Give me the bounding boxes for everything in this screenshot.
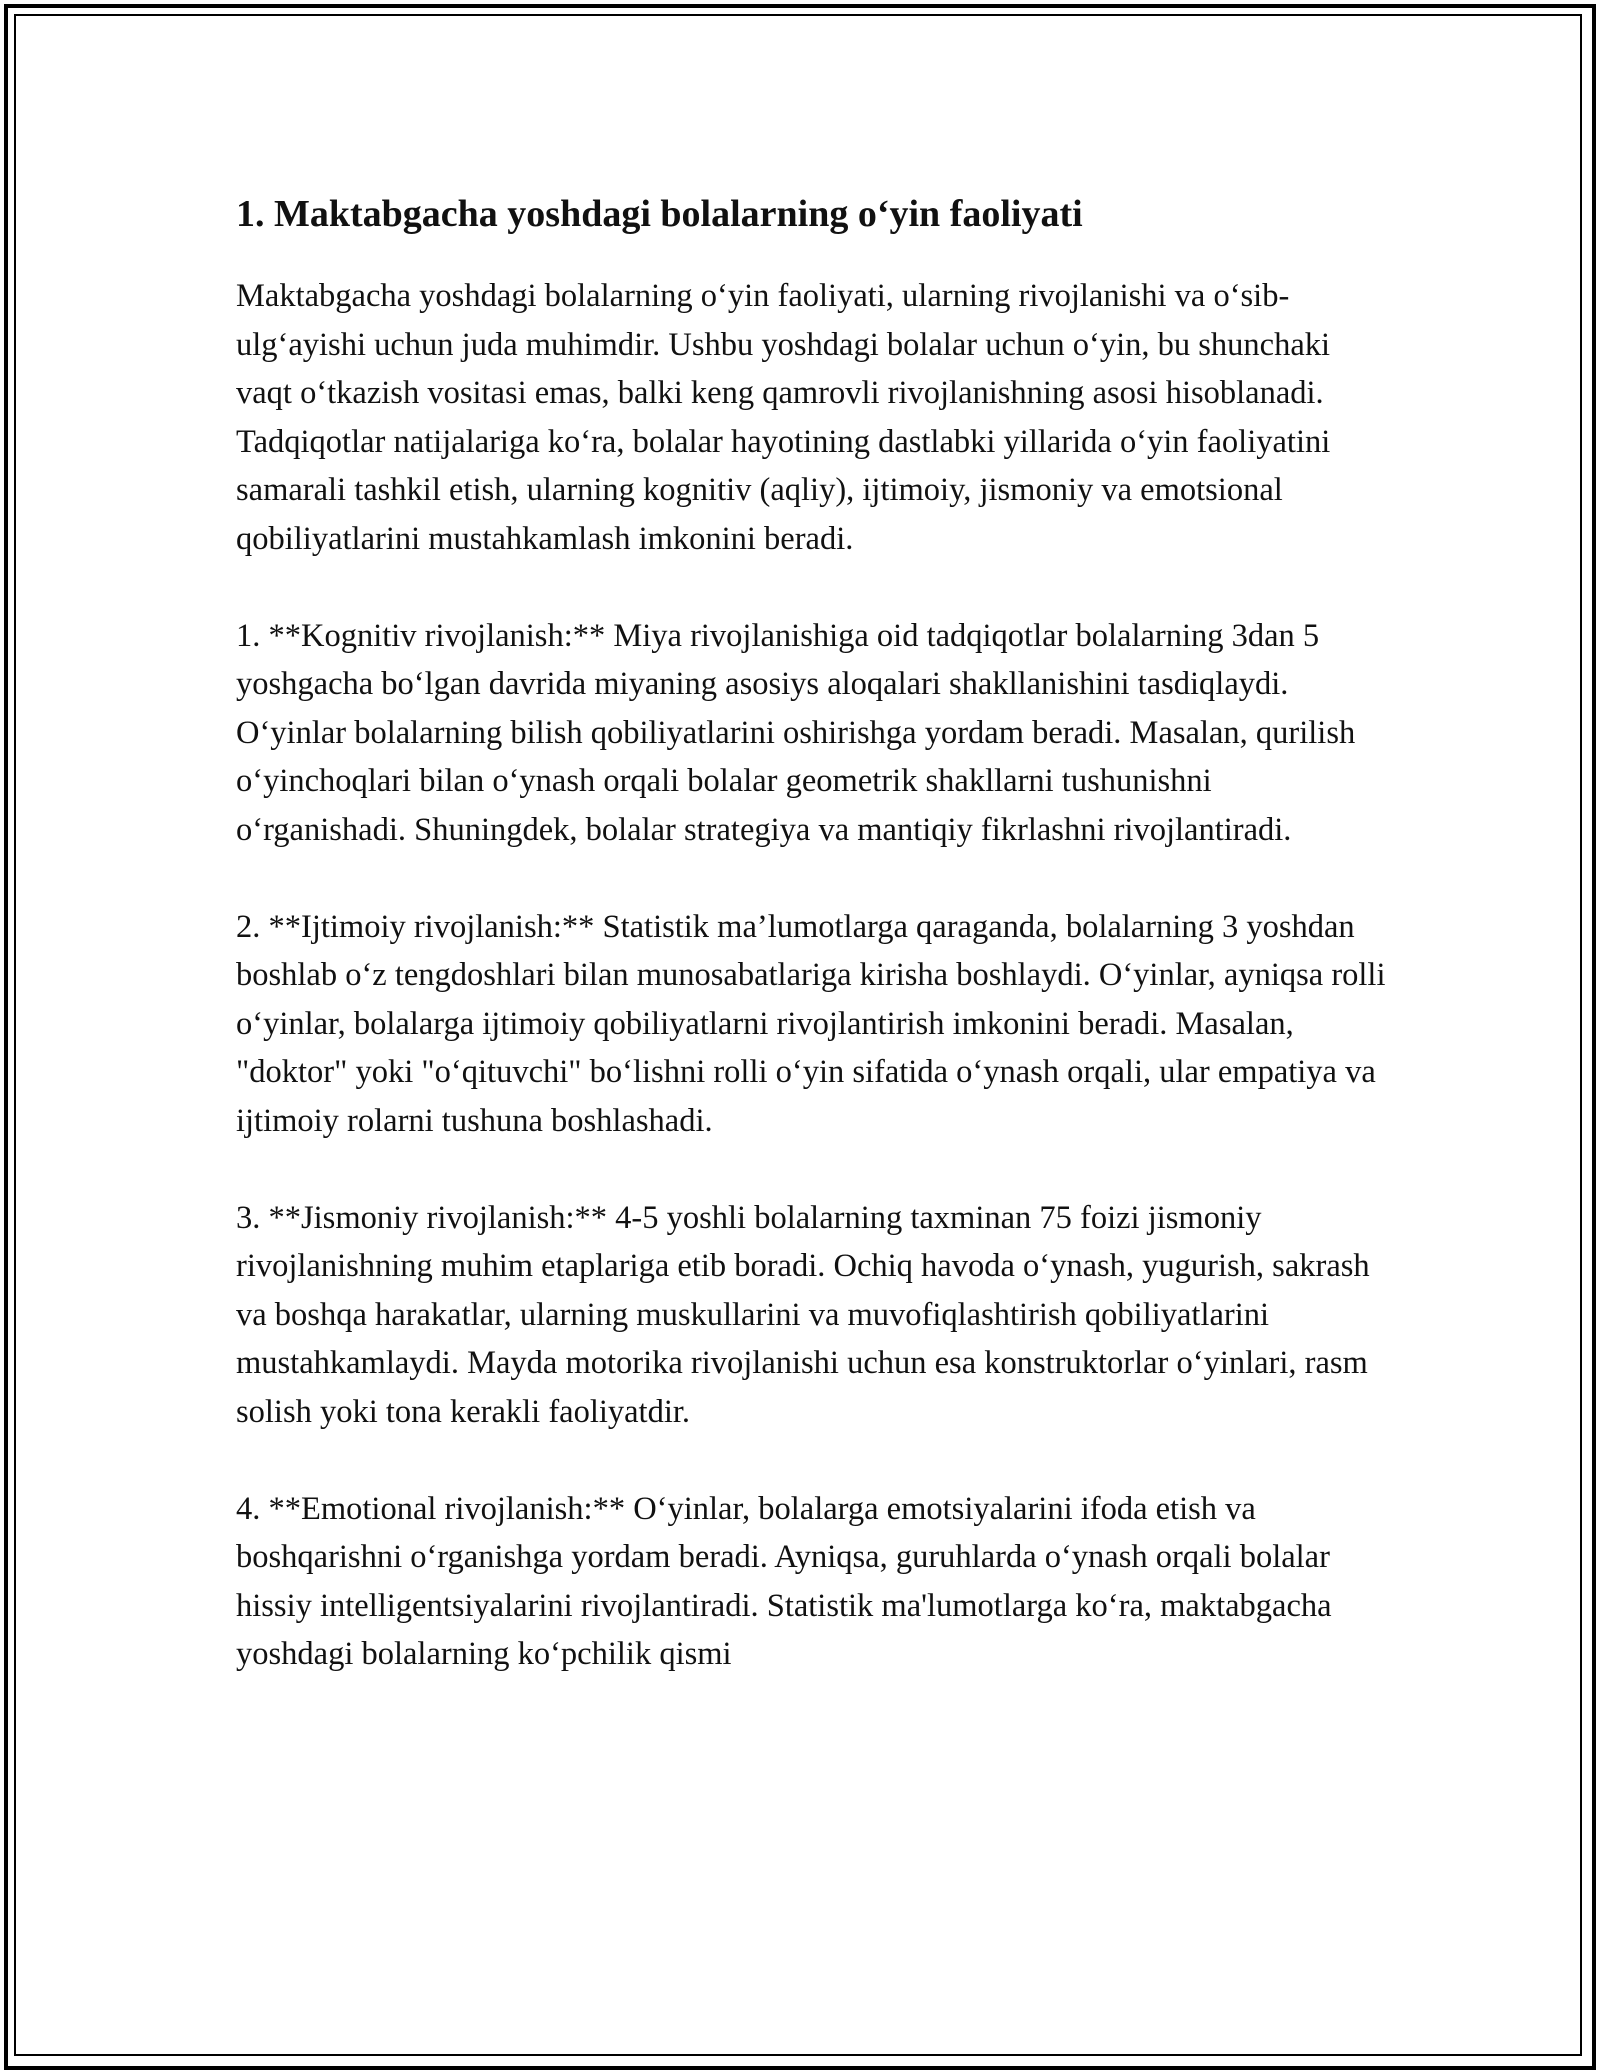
intro-paragraph: Maktabgacha yoshdagi bolalarning o‘yin faoliyati, ularning rivojlanishi va o‘sib-ulg‘ayishi uchun juda muhimdir. Ushbu yoshdagi bolalar uchun o‘yin, bu shunchaki vaqt o‘tkazish vositasi emas, balki keng qamrovli rivojlanishning asosi hisoblanadi. Tadqiqotlar natijalariga ko‘ra, bolalar hayotining dastlabki yillarida o‘yin faoliyatini samarali tashkil etish, ularning kognitiv (aqliy), ijtimoiy, jismoniy va emotsional qobiliyatlarini mustahkamlash imkonini beradi. [236, 278, 1331, 557]
social-development-paragraph: 2. **Ijtimoiy rivojlanish:** Statistik ma’lumotlarga qaraganda, bolalarning 3 yoshdan boshlab o‘z tengdoshlari bilan munosabatlariga kirisha boshlaydi. O‘yinlar, ayniqsa rolli o‘yinlar, bolalarga ijtimoiy qobiliyatlarni rivojlantirish imkonini beradi. Masalan, "doktor" yoki "o‘qituvchi" bo‘lishni rolli o‘yin sifatida o‘ynash orqali, ular empatiya va ijtimoiy rolarni tushuna boshlashadi. [236, 908, 1386, 1139]
physical-development-paragraph: 3. **Jismoniy rivojlanish:** 4-5 yoshli bolalarning taxminan 75 foizi jismoniy rivojlanishning muhim etaplariga etib boradi. Ochiq havoda o‘ynash, yugurish, sakrash va boshqa harakatlar, ularning muskullarini va muvofiqlashtirish qobiliyatlarini mustahkamlaydi. Mayda motorika rivojlanishi uchun esa konstruktorlar o‘yinlari, rasm solish yoki tona kerakli faoliyatdir. [236, 1199, 1370, 1430]
document-body [236, 184, 1386, 1727]
cognitive-development-paragraph: 1. **Kognitiv rivojlanish:** Miya rivojlanishiga oid tadqiqotlar bolalarning 3dan 5 yoshgacha bo‘lgan davrida miyaning asosiys aloqalari shakllanishini tasdiqlaydi. O‘yinlar bolalarning bilish qobiliyatlarini oshirishga yordam beradi. Masalan, qurilish o‘yinchoqlari bilan o‘ynash orqali bolalar geometrik shakllarni tushunishni o‘rganishadi. Shuningdek, bolalar strategiya va mantiqiy fikrlashni rivojlantiradi. [236, 617, 1356, 848]
section-heading: 1. Maktabgacha yoshdagi bolalarning o‘yin faoliyati [236, 193, 1083, 235]
emotional-development-paragraph: 4. **Emotional rivojlanish:** O‘yinlar, bolalarga emotsiyalarini ifoda etish va boshqarishni o‘rganishga yordam beradi. Ayniqsa, guruhlarda o‘ynash orqali bolalar hissiy intelligentsiyalarini rivojlantiradi. Statistik ma'lumotlarga ko‘ra, maktabgacha yoshdagi bolalarning ko‘pchilik qismi [236, 1490, 1332, 1672]
